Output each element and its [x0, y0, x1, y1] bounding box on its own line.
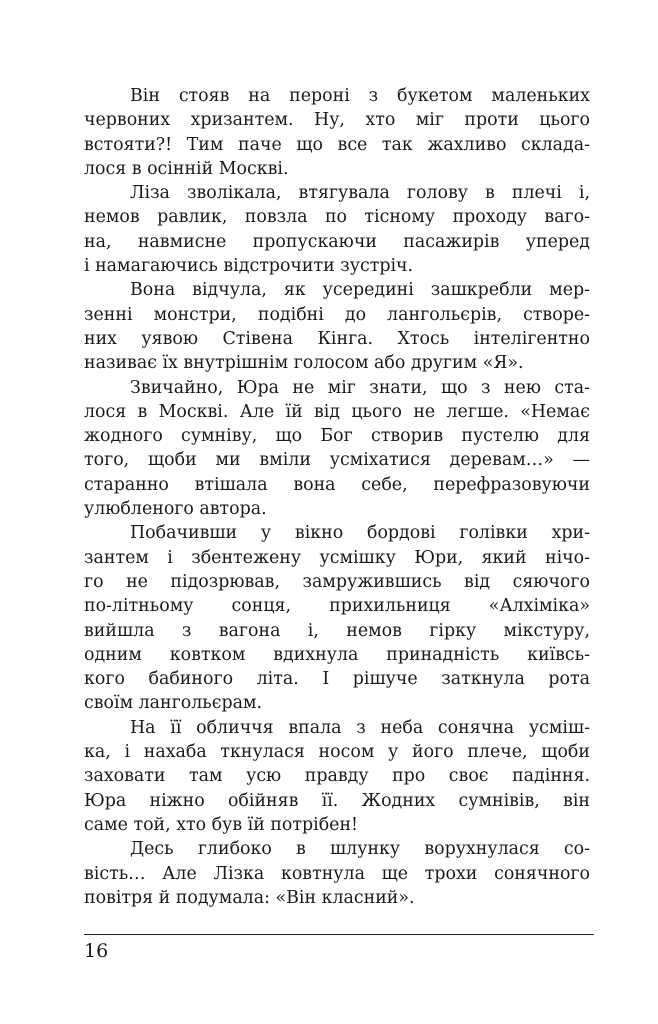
text-line: того, щоби ми вміли усміхатися деревам…» — — [84, 450, 590, 471]
page-number: 16 — [84, 940, 109, 962]
text-line: немов равлик, повзла по тісному проходу ваго- — [84, 207, 590, 228]
text-line: Вона відчула, як усередині зашкребли мер- — [130, 280, 590, 301]
text-line: вість… Але Лізка ковтнула ще трохи сонячного — [84, 863, 590, 884]
text-line: Десь глибоко в шлунку ворухнулася со- — [130, 839, 590, 860]
text-body — [84, 84, 590, 910]
text-line: На її обличчя впала з неба сонячна усміш- — [130, 717, 590, 738]
paragraph — [84, 376, 590, 522]
text-line: зантем і збентежену усмішку Юри, який нічо- — [84, 547, 590, 568]
text-line: ка, і нахаба ткнулася носом у його плече, щоби — [84, 742, 590, 763]
text-line: кого бабиного літа. І рішуче заткнула рота — [84, 669, 590, 690]
text-line: улюбленого автора. — [84, 499, 267, 520]
text-line: Звичайно, Юра не міг знати, що з нею ста- — [130, 377, 590, 398]
text-line: червоних хризантем. Ну, хто міг проти цього — [84, 110, 590, 131]
text-line: заховати там усю правду про своє падіння. — [84, 766, 590, 787]
text-line: старанно втішала вона себе, перефразовуючи — [84, 474, 590, 495]
paragraph — [84, 84, 590, 181]
text-line: лося в Москві. Але їй від цього не легше. «Немає — [84, 401, 590, 422]
text-line: Юра ніжно обійняв її. Жодних сумнівів, він — [84, 790, 590, 811]
text-line: встояти?! Тим паче що все так жахливо склада- — [84, 134, 590, 155]
text-line: повітря й подумала: «Він класний». — [84, 887, 415, 908]
text-line: жодного сумніву, що Бог створив пустелю для — [84, 426, 590, 447]
text-line: го не підозрював, замружившись від сяючого — [84, 571, 590, 592]
text-line: Ліза зволікала, втягувала голову в плечі і, — [130, 183, 590, 204]
paragraph — [84, 716, 590, 837]
paragraph — [84, 521, 590, 715]
text-line: лося в осінній Москві. — [84, 158, 289, 179]
text-line: і намагаючись відстрочити зустріч. — [84, 256, 414, 277]
text-line: саме той, хто був їй потрібен! — [84, 814, 359, 835]
text-line: них уявою Стівена Кінга. Хтось інтелігентно — [84, 328, 590, 349]
paragraph — [84, 837, 590, 910]
paragraph — [84, 278, 590, 375]
footer-rule — [84, 934, 594, 935]
text-line: зенні монстри, подібні до лангольєрів, створе- — [84, 304, 590, 325]
text-line: називає їх внутрішнім голосом або другим «Я». — [84, 353, 524, 374]
text-line: вийшла з вагона і, немов гірку мікстуру, — [84, 620, 590, 641]
text-line: одним ковтком вдихнула принадність київсь- — [84, 644, 590, 665]
paragraph — [84, 181, 590, 278]
text-line: по-літньому сонця, прихильниця «Алхіміка» — [84, 596, 590, 617]
text-line: Побачивши у вікно бордові голівки хри- — [130, 523, 590, 544]
text-line: своїм лангольєрам. — [84, 693, 263, 714]
text-line: на, навмисне пропускаючи пасажирів уперед — [84, 231, 590, 252]
text-line: Він стояв на пероні з букетом маленьких — [130, 86, 590, 106]
